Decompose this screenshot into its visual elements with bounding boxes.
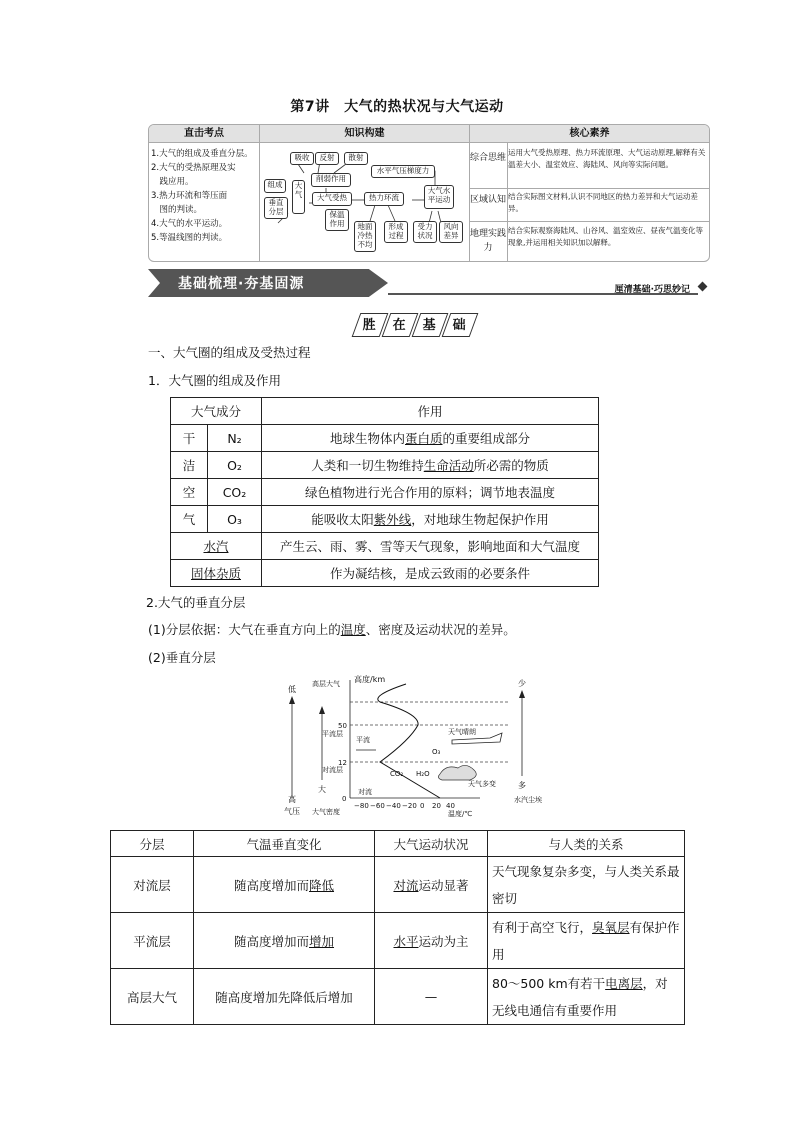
relation-cell: 天气现象复杂多变，与人类关系最密切 [488, 857, 685, 913]
basis-pre: (1)分层依据：大气在垂直方向上的 [148, 622, 341, 637]
relation-text: 有保护作用 [492, 919, 680, 962]
diagram-low: 低 [288, 685, 296, 694]
th-temp: 气温垂直变化 [194, 831, 375, 857]
role-text: 地球生物体内 [329, 431, 405, 446]
temp-text: 随高度增加而 [233, 933, 309, 949]
role-cell: 作为凝结核，是成云致雨的必要条件 [262, 560, 599, 587]
label-co2: CO₂ [390, 770, 404, 778]
component-key: 固体杂质 [190, 566, 241, 581]
x-tick: −60 [370, 802, 385, 810]
exam-point: 践应用。 [151, 177, 194, 187]
literacy-label: 综合思维 [470, 153, 507, 163]
role-key: 蛋白质 [404, 431, 443, 446]
x-tick: 0 [420, 802, 425, 810]
role-text: 人类和一切生物维持 [311, 458, 424, 473]
th-relation: 与人类的关系 [488, 831, 685, 857]
lecture-title: 第7讲 大气的热状况与大气运动 [290, 99, 504, 115]
layer-cell: 对流层 [111, 857, 194, 913]
role-cell [262, 506, 599, 533]
label-o3: O₃ [432, 748, 441, 756]
basis-key: 温度 [340, 622, 366, 637]
node-formation: 形成过程 [384, 221, 408, 243]
sub-banner-char: 在 [393, 318, 407, 333]
label-convection: 对流 [358, 788, 372, 796]
motion-cell [375, 857, 488, 913]
vertical-layers-diagram [270, 670, 550, 820]
layers-table [110, 830, 685, 1025]
literacy-text: 运用大气受热原理、热力环流原理、大气运动原理,解释有关温差大小、温室效应、海陆风、风向等实际问题。 [508, 148, 706, 169]
temp-cell: 随高度增加先降低后增加 [194, 969, 375, 1025]
relation-text: ，对无线电通信有重要作用 [492, 975, 668, 1018]
motion-key: 水平 [393, 933, 419, 949]
composition-table [170, 397, 599, 587]
x-tick: 40 [446, 802, 455, 810]
y-tick: 0 [342, 795, 347, 803]
role-text: 能吸收太阳 [311, 512, 374, 527]
th-role: 作用 [262, 398, 599, 425]
exam-point: 4.大气的水平运动。 [151, 219, 228, 229]
overview-table [148, 124, 710, 262]
node-layers: 垂直分层 [264, 197, 288, 219]
role-key: 生命活动 [423, 458, 474, 473]
motion-cell [375, 913, 488, 969]
overview-header-knowledge: 知识构建 [260, 125, 469, 142]
vertical-layers-title: (2)垂直分层 [148, 650, 216, 665]
section-banner [148, 269, 708, 297]
node-reflect: 反射 [315, 152, 339, 165]
exam-points-list [151, 147, 253, 245]
diagram-density: 大气密度 [312, 808, 340, 816]
motion-text: 运动为主 [418, 933, 469, 949]
sub-banner-cell [442, 313, 479, 337]
dry-air-char: 干 [171, 425, 208, 452]
component-cell: CO₂ [208, 479, 262, 506]
label-high-atm: 高层大气 [312, 680, 340, 688]
y-tick: 12 [338, 759, 347, 767]
exam-point: 5.等温线图的判读。 [151, 233, 228, 243]
label-sunny: 天气晴朗 [448, 728, 476, 736]
exam-point: 1.大气的组成及垂直分层。 [151, 149, 253, 159]
motion-cell: — [375, 969, 488, 1025]
cloud-icon [438, 765, 476, 780]
diagram-vapor-dust: 水汽尘埃 [514, 796, 542, 804]
relation-text: 有利于高空飞行， [492, 919, 593, 935]
th-motion: 大气运动状况 [375, 831, 488, 857]
literacy-text: 结合实际观察海陆风、山谷风、温室效应、昼夜气温变化等现象,并运用相关知识加以解释。 [508, 226, 703, 247]
exam-point: 3.热力环流和等压面 [151, 191, 228, 201]
layer-cell: 高层大气 [111, 969, 194, 1025]
label-plain-flow: 平流 [356, 736, 370, 744]
dry-air-char: 气 [171, 506, 208, 533]
node-circulation: 热力环流 [364, 192, 404, 206]
relation-text: 80～500 km有若干 [492, 975, 606, 991]
y-tick: 50 [338, 722, 347, 730]
temp-key: 增加 [309, 933, 335, 949]
role-cell [262, 452, 599, 479]
exam-point: 2.大气的受热原理及实 [151, 163, 236, 173]
role-text: 所必需的物质 [473, 458, 549, 473]
label-tropo: 对流层 [322, 766, 343, 774]
section-heading: 一、大气圈的组成及受热过程 [148, 345, 311, 360]
node-insulation: 保温作用 [325, 209, 349, 231]
literacy-label: 区域认知 [470, 195, 507, 205]
diagram-big: 大 [318, 785, 326, 794]
temp-key: 降低 [309, 877, 335, 893]
relation-key: 电离层 [605, 975, 643, 991]
literacy-label: 地理实践力 [470, 229, 507, 253]
overview-header-literacy: 核心素养 [470, 125, 709, 142]
component-key: 水汽 [203, 539, 229, 554]
subsection-heading: 1．大气圈的组成及作用 [148, 373, 281, 388]
exam-point: 图的判读。 [151, 205, 203, 215]
sub-banner-char: 基 [423, 318, 437, 333]
label-changeable: 天气多变 [468, 780, 496, 788]
arrow-up-icon [319, 706, 325, 714]
temperature-curve [378, 684, 440, 798]
role-key: 紫外线 [373, 512, 412, 527]
subsection-heading: 2.大气的垂直分层 [146, 595, 246, 610]
node-absorb: 吸收 [290, 152, 314, 165]
sub-banner [352, 313, 472, 337]
x-tick: −40 [386, 802, 401, 810]
node-gradient: 水平气压梯度力 [371, 165, 435, 178]
temp-text: 随高度增加而 [233, 877, 309, 893]
x-tick: −20 [402, 802, 417, 810]
node-force: 受力状况 [413, 221, 437, 243]
label-strato: 平流层 [322, 730, 343, 738]
diamond-icon [698, 282, 708, 292]
x-axis-label: 温度/℃ [448, 810, 473, 818]
banner-title: 基础梳理·夯基固源 [178, 276, 305, 292]
node-composition: 组成 [264, 179, 286, 193]
node-wind: 风向差异 [439, 221, 463, 243]
component-cell: O₃ [208, 506, 262, 533]
relation-cell [488, 913, 685, 969]
label-h2o: H₂O [416, 770, 430, 778]
arrow-up-icon [289, 696, 295, 704]
component-cell [171, 533, 262, 560]
temp-cell [194, 913, 375, 969]
diagram-many: 多 [518, 781, 526, 790]
sub-banner-char: 胜 [363, 318, 377, 333]
component-cell: N₂ [208, 425, 262, 452]
component-cell [171, 560, 262, 587]
banner-tagline: 厘清基础·巧思妙记 [614, 285, 690, 295]
diagram-pressure: 气压 [284, 807, 300, 816]
role-text: ，对地球生物起保护作用 [411, 512, 549, 527]
dry-air-char: 洁 [171, 452, 208, 479]
dry-air-char: 空 [171, 479, 208, 506]
divider [470, 221, 709, 222]
component-cell: O₂ [208, 452, 262, 479]
basis-post: 、密度及运动状况的差异。 [365, 622, 516, 637]
th-component: 大气成分 [171, 398, 262, 425]
node-horizontal: 大气水平运动 [424, 185, 454, 209]
diagram-few: 少 [518, 679, 526, 688]
x-tick: 20 [432, 802, 441, 810]
th-layer: 分层 [111, 831, 194, 857]
node-scatter: 散射 [344, 152, 368, 165]
motion-text: 运动显著 [418, 877, 469, 893]
node-uneven: 地面冷热不均 [354, 221, 376, 252]
role-cell: 绿色植物进行光合作用的原料；调节地表温度 [262, 479, 599, 506]
relation-cell [488, 969, 685, 1025]
relation-key: 臭氧层 [592, 919, 630, 935]
y-axis-label: 高度/km [354, 675, 386, 684]
role-text: 的重要组成部分 [442, 431, 531, 446]
motion-key: 对流 [393, 877, 419, 893]
x-tick: −80 [354, 802, 369, 810]
node-atmosphere: 大气 [292, 180, 305, 214]
literacy-text: 结合实际图文材料,认识不同地区的热力差异和大气运动差异。 [508, 192, 698, 213]
role-cell [262, 425, 599, 452]
diagram-high: 高 [288, 795, 296, 804]
divider [470, 188, 709, 189]
arrow-up-icon [519, 690, 525, 698]
layer-cell: 平流层 [111, 913, 194, 969]
node-heating: 大气受热 [312, 192, 352, 206]
basis-text [148, 620, 516, 638]
overview-header-exam: 直击考点 [149, 125, 259, 142]
role-cell: 产生云、雨、雾、雪等天气现象，影响地面和大气温度 [262, 533, 599, 560]
node-weaken: 削弱作用 [311, 173, 351, 187]
temp-cell [194, 857, 375, 913]
sub-banner-char: 础 [453, 318, 467, 333]
